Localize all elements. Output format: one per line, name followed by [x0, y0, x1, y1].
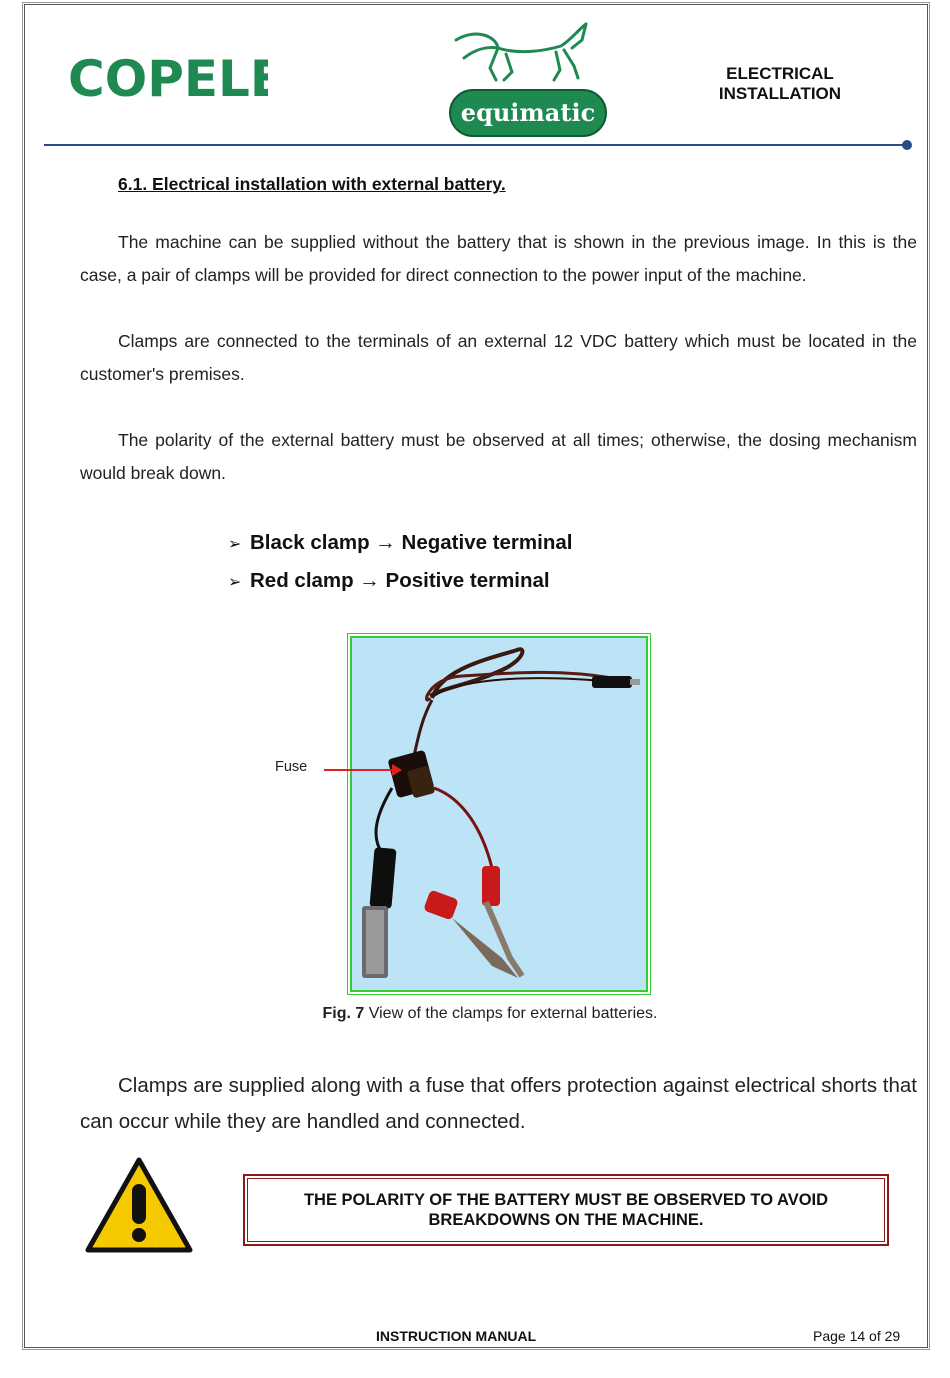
header-divider: [44, 144, 906, 146]
polarity-warning-text: THE POLARITY OF THE BATTERY MUST BE OBSERVED TO AVOID BREAKDOWNS ON THE MACHINE.: [303, 1191, 829, 1229]
bullet-arrow-icon: ➢: [228, 574, 242, 591]
fuse-note-paragraph: Clamps are supplied along with a fuse that offers protection against electrical shorts that can occur while they are handled and connected.: [80, 1074, 917, 1133]
bullet-text: Red clamp → Positive terminal: [250, 569, 550, 592]
polarity-warning-box: [243, 1174, 889, 1246]
footer-manual-title: INSTRUCTION MANUAL: [376, 1328, 537, 1344]
paragraph-2: Clamps are connected to the terminals of an external 12 VDC battery which must be located in the customer's premises.: [80, 331, 917, 384]
equimatic-logo-text: equimatic: [460, 98, 596, 127]
figure-caption-number: Fig. 7: [322, 1005, 365, 1022]
clamps-photo: [350, 636, 648, 992]
list-item: [228, 566, 572, 604]
list-item: [228, 528, 572, 566]
header-divider-dot: [902, 140, 912, 150]
paragraph-1: The machine can be supplied without the battery that is shown in the previous image. In this is the case, a pair of clamps will be provided for direct connection to the power input of the machine.: [80, 232, 917, 285]
footer-page-number: Page 14 of 29: [813, 1328, 901, 1344]
horse-icon: [456, 24, 586, 80]
copele-logo: [68, 52, 268, 107]
header-title-line2: INSTALLATION: [718, 84, 842, 103]
polarity-list: [228, 528, 572, 604]
equimatic-logo: [446, 18, 610, 145]
fuse-callout-arrow-icon: [322, 760, 404, 785]
section-title: 6.1. Electrical installation with external battery.: [118, 174, 506, 194]
warning-triangle-icon: [84, 1156, 194, 1259]
header-title-line1: ELECTRICAL: [726, 64, 834, 83]
figure-caption-text: View of the clamps for external batteries.: [364, 1005, 658, 1022]
copele-logo-text: COPELE: [68, 52, 268, 102]
paragraph-3: The polarity of the external battery must be observed at all times; otherwise, the dosing mechanism would break down.: [80, 430, 917, 483]
bullet-arrow-icon: ➢: [228, 536, 242, 553]
figure-caption: [0, 1005, 950, 1023]
header-title: [700, 64, 860, 104]
bullet-text: Black clamp → Negative terminal: [250, 531, 573, 554]
fuse-callout-label: Fuse: [275, 759, 308, 775]
